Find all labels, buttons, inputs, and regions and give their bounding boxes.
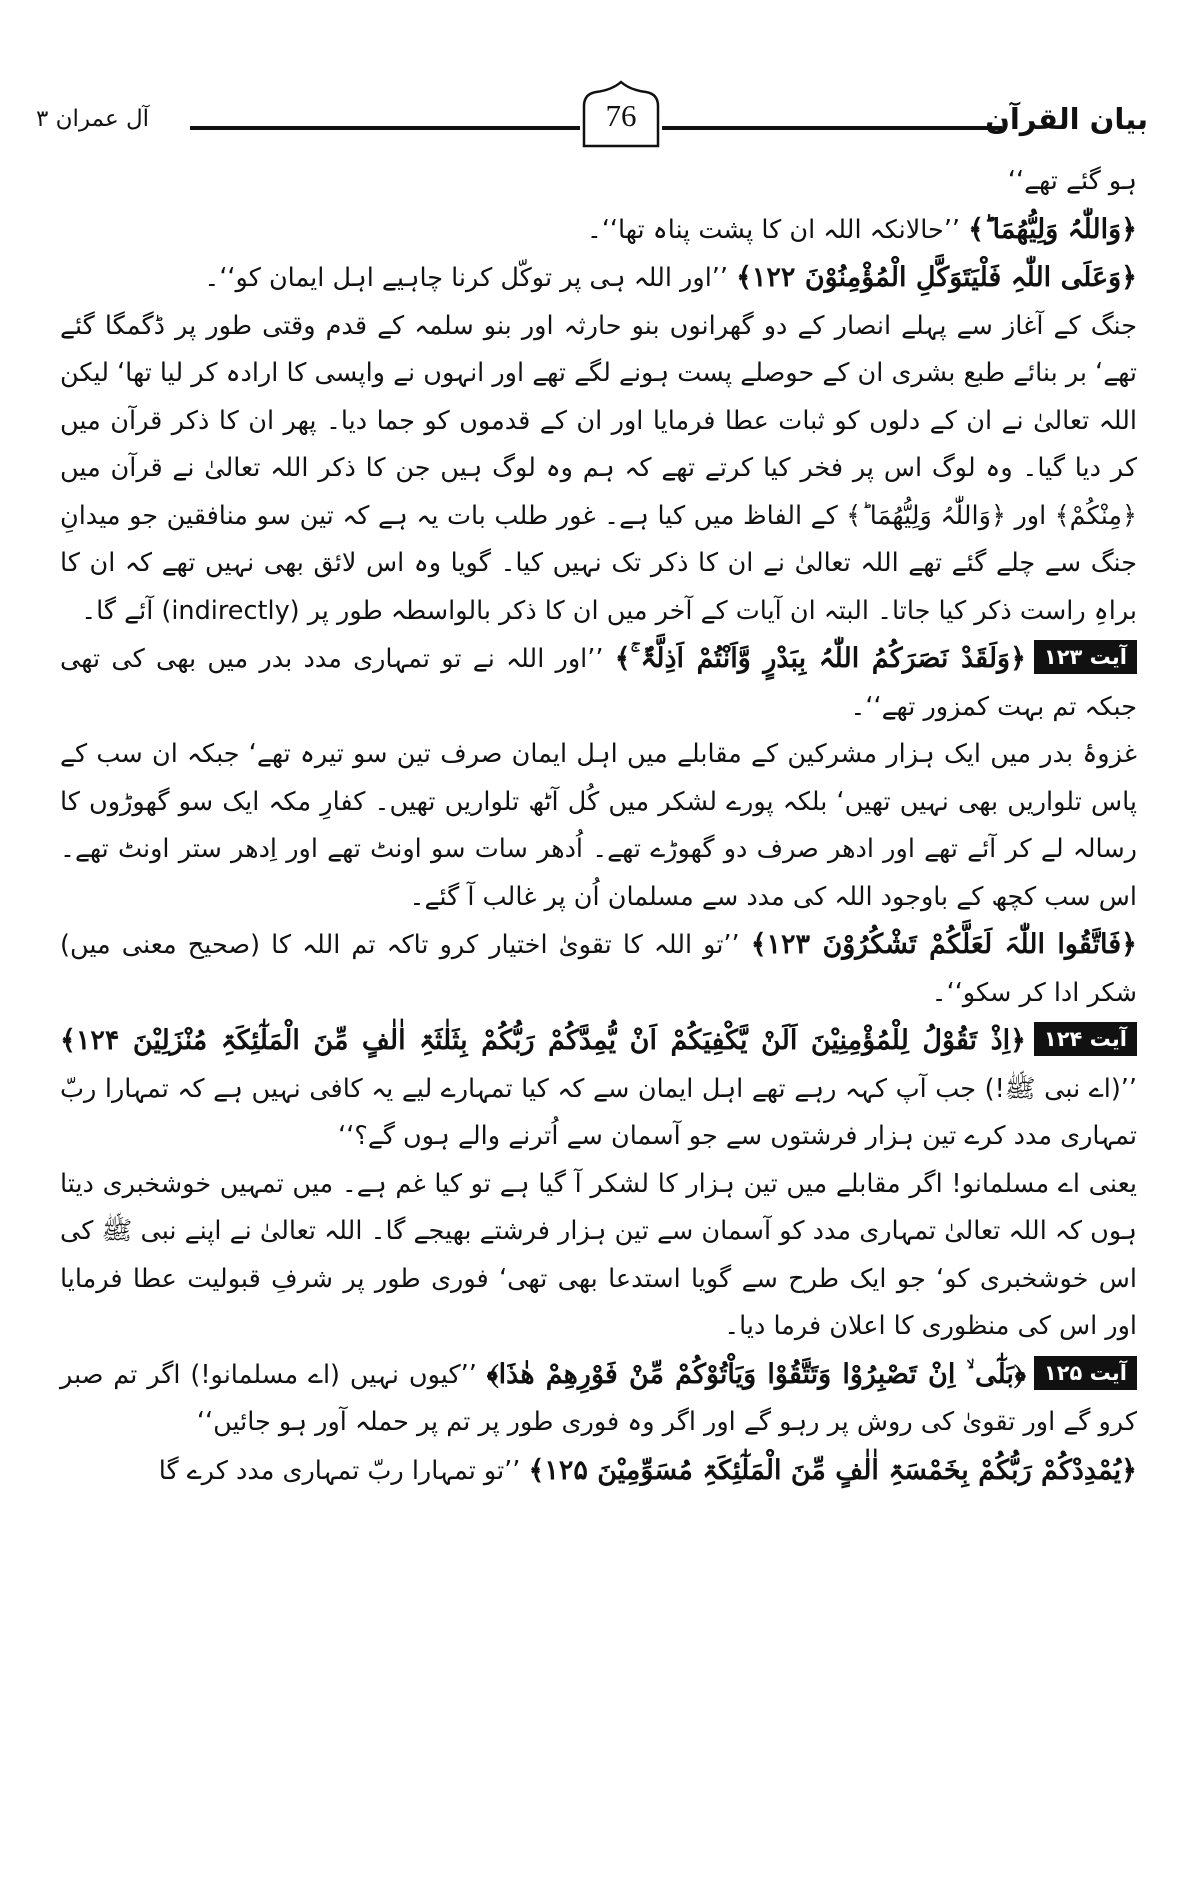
ayah-paragraph — [60, 1351, 1137, 1447]
quran-verse: ﴿بَلٰٓی ۙ اِنْ تَصْبِرُوْا وَتَتَّقُوْا وَیَاْتُوْکُمْ مِّنْ فَوْرِھِمْ ھٰذَا﴾ — [486, 1358, 1026, 1390]
quran-verse: ﴿وَلَقَدْ نَصَرَکُمُ اللّٰہُ بِبَدْرٍ وَّاَنْتُمْ اَذِلَّۃٌ ۚ﴾ — [614, 643, 1026, 674]
commentary-paragraph: غزوۂ بدر میں ایک ہزار مشرکین کے مقابلے میں اہل ایمان صرف تین سو تیرہ تھے‘ جبکہ ان سب کے پاس تلواریں بھی نہیں تھیں‘ بلکہ پورے لشکر میں کُل آٹھ تلواریں تھیں۔ کفارِ مکہ ایک سو گھوڑوں کا رسالہ لے کر آئے تھے اور ادھر صرف دو گھوڑے تھے۔ اُدھر سات سو اونٹ تھے اور اِدھر ستر اونٹ تھے۔ اس سب کچھ کے باوجود اللہ کی مدد سے مسلمان اُن پر غالب آ گئے۔ — [60, 739, 1137, 912]
verse-translation: ’’کیوں نہیں (اے مسلمانو!) اگر تم صبر کرو گے اور تقویٰ کی روش پر رہو گے اور اگر وہ فوری طور پر تم پر حملہ آور ہو جائیں‘‘ — [60, 1359, 1137, 1437]
ayah-badge: آیت ۱۲۵ — [1034, 1356, 1137, 1390]
quran-verse: ﴿فَاتَّقُوا اللّٰہَ لَعَلَّکُمْ تَشْکُرُوْنَ ۱۲۳﴾ — [750, 929, 1137, 960]
verse-paragraph — [60, 1447, 1137, 1496]
verse-translation: ’’اور اللہ ہی پر توکّل کرنا چاہیے اہل ایمان کو‘‘۔ — [204, 263, 737, 293]
verse-translation: ’’تو تمہارا ربّ تمہاری مدد کرے گا — [158, 1455, 529, 1486]
verse-translation: ’’(اے نبی ﷺ!) جب آپ کہہ رہے تھے اہل ایمان سے کہ کیا تمہارے لیے یہ کافی نہیں ہے کہ تمہارا ربّ تمہاری مدد کرے تین ہزار فرشتوں سے جو آسمان سے اُترنے والے ہوں گے؟‘‘ — [60, 1073, 1137, 1151]
verse-translation: ’’حالانکہ اللہ ان کا پشت پناہ تھا‘‘۔ — [586, 214, 969, 245]
verse-paragraph — [60, 206, 1137, 255]
quran-verse: ﴿وَاللّٰہُ وَلِیُّھُمَا ؕ﴾ — [968, 213, 1137, 245]
header-rule-left — [190, 126, 580, 130]
book-title: بیان القرآن — [985, 102, 1148, 136]
verse-paragraph — [60, 921, 1137, 1017]
surah-title: آل عمران ۳ — [36, 106, 150, 132]
text-line: ہو گئے تھے‘‘ — [1007, 166, 1137, 196]
page-body — [60, 158, 1137, 1495]
ayah-badge: آیت ۱۲۳ — [1034, 640, 1137, 674]
page-number-badge — [580, 80, 662, 148]
header-rule-right — [662, 126, 1002, 130]
quran-verse: ﴿یُمْدِدْکُمْ رَبُّکُمْ بِخَمْسَۃِ اٰلٰفٍ مِّنَ الْمَلٰٓئِکَۃِ مُسَوِّمِیْنَ ۱۲۵﴾ — [528, 1454, 1137, 1486]
commentary-paragraph: یعنی اے مسلمانو! اگر مقابلے میں تین ہزار کا لشکر آ گیا ہے تو کیا غم ہے۔ میں تمہیں خوشخبری دیتا ہوں کہ اللہ تعالیٰ تمہاری مدد کو آسمان سے تین ہزار فرشتے بھیجے گا۔ اللہ تعالیٰ نے اپنے نبی ﷺ کی اس خوشخبری کو‘ جو ایک طرح سے گویا استدعا بھی تھی‘ فوری طور پر شرفِ قبولیت عطا فرمایا اور اس کی منظوری کا اعلان فرما دیا۔ — [60, 1168, 1137, 1341]
verse-translation: ’’اور اللہ نے تو تمہاری مدد بدر میں بھی کی تھی جبکہ تم بہت کمزور تھے‘‘۔ — [60, 644, 1137, 722]
page-number: 76 — [605, 98, 637, 133]
ayah-badge: آیت ۱۲۴ — [1034, 1022, 1137, 1056]
page-header — [30, 80, 1162, 150]
commentary-paragraph: جنگ کے آغاز سے پہلے انصار کے دو گھرانوں بنو حارثہ اور بنو سلمہ کے قدم وقتی طور پر ڈگمگا گئے تھے‘ بر بنائے طبع بشری ان کے حوصلے پست ہونے لگے تھے اور انہوں نے واپسی کا ارادہ کر لیا تھا‘ لیکن اللہ تعالیٰ نے ان کے دلوں کو ثبات عطا فرمایا اور ان کے قدموں کو جما دیا۔ پھر ان کا ذکر قرآن میں کر دیا گیا۔ وہ لوگ اس پر فخر کیا کرتے تھے کہ ہم وہ لوگ ہیں جن کا ذکر اللہ تعالیٰ نے قرآن میں ﴿مِنْکُمْ﴾ اور ﴿وَاللّٰہُ وَلِیُّھُمَا ؕ﴾ کے الفاظ میں کیا ہے۔ غور طلب بات یہ ہے کہ تین سو منافقین جو میدانِ جنگ سے چلے گئے تھے اللہ تعالیٰ نے ان کا ذکر تک نہیں کیا۔ گویا وہ اس لائق بھی نہیں تھے کہ ان کا براہِ راست ذکر کیا جاتا۔ البتہ ان آیات کے آخر میں ان کا ذکر بالواسطہ طور پر (indirectly) آئے گا۔ — [60, 310, 1137, 626]
quran-verse: ﴿اِذْ تَقُوْلُ لِلْمُؤْمِنِیْنَ اَلَنْ یَّکْفِیَکُمْ اَنْ یُّمِدَّکُمْ رَبُّکُمْ بِثَلٰثَۃِ اٰلٰفٍ مِّنَ الْمَلٰٓئِکَۃِ مُنْزَلِیْنَ ۱۲۴﴾ — [60, 1025, 1026, 1056]
verse-paragraph — [60, 254, 1137, 303]
ayah-paragraph — [60, 635, 1137, 731]
quran-verse: ﴿وَعَلَی اللّٰہِ فَلْیَتَوَکَّلِ الْمُؤْمِنُوْنَ ۱۲۲﴾ — [736, 262, 1137, 293]
verse-translation: ’’تو اللہ کا تقویٰ اختیار کرو تاکہ تم اللہ کا (صحیح معنی میں) شکر ادا کر سکو‘‘۔ — [60, 930, 1137, 1008]
ayah-paragraph — [60, 1017, 1137, 1161]
